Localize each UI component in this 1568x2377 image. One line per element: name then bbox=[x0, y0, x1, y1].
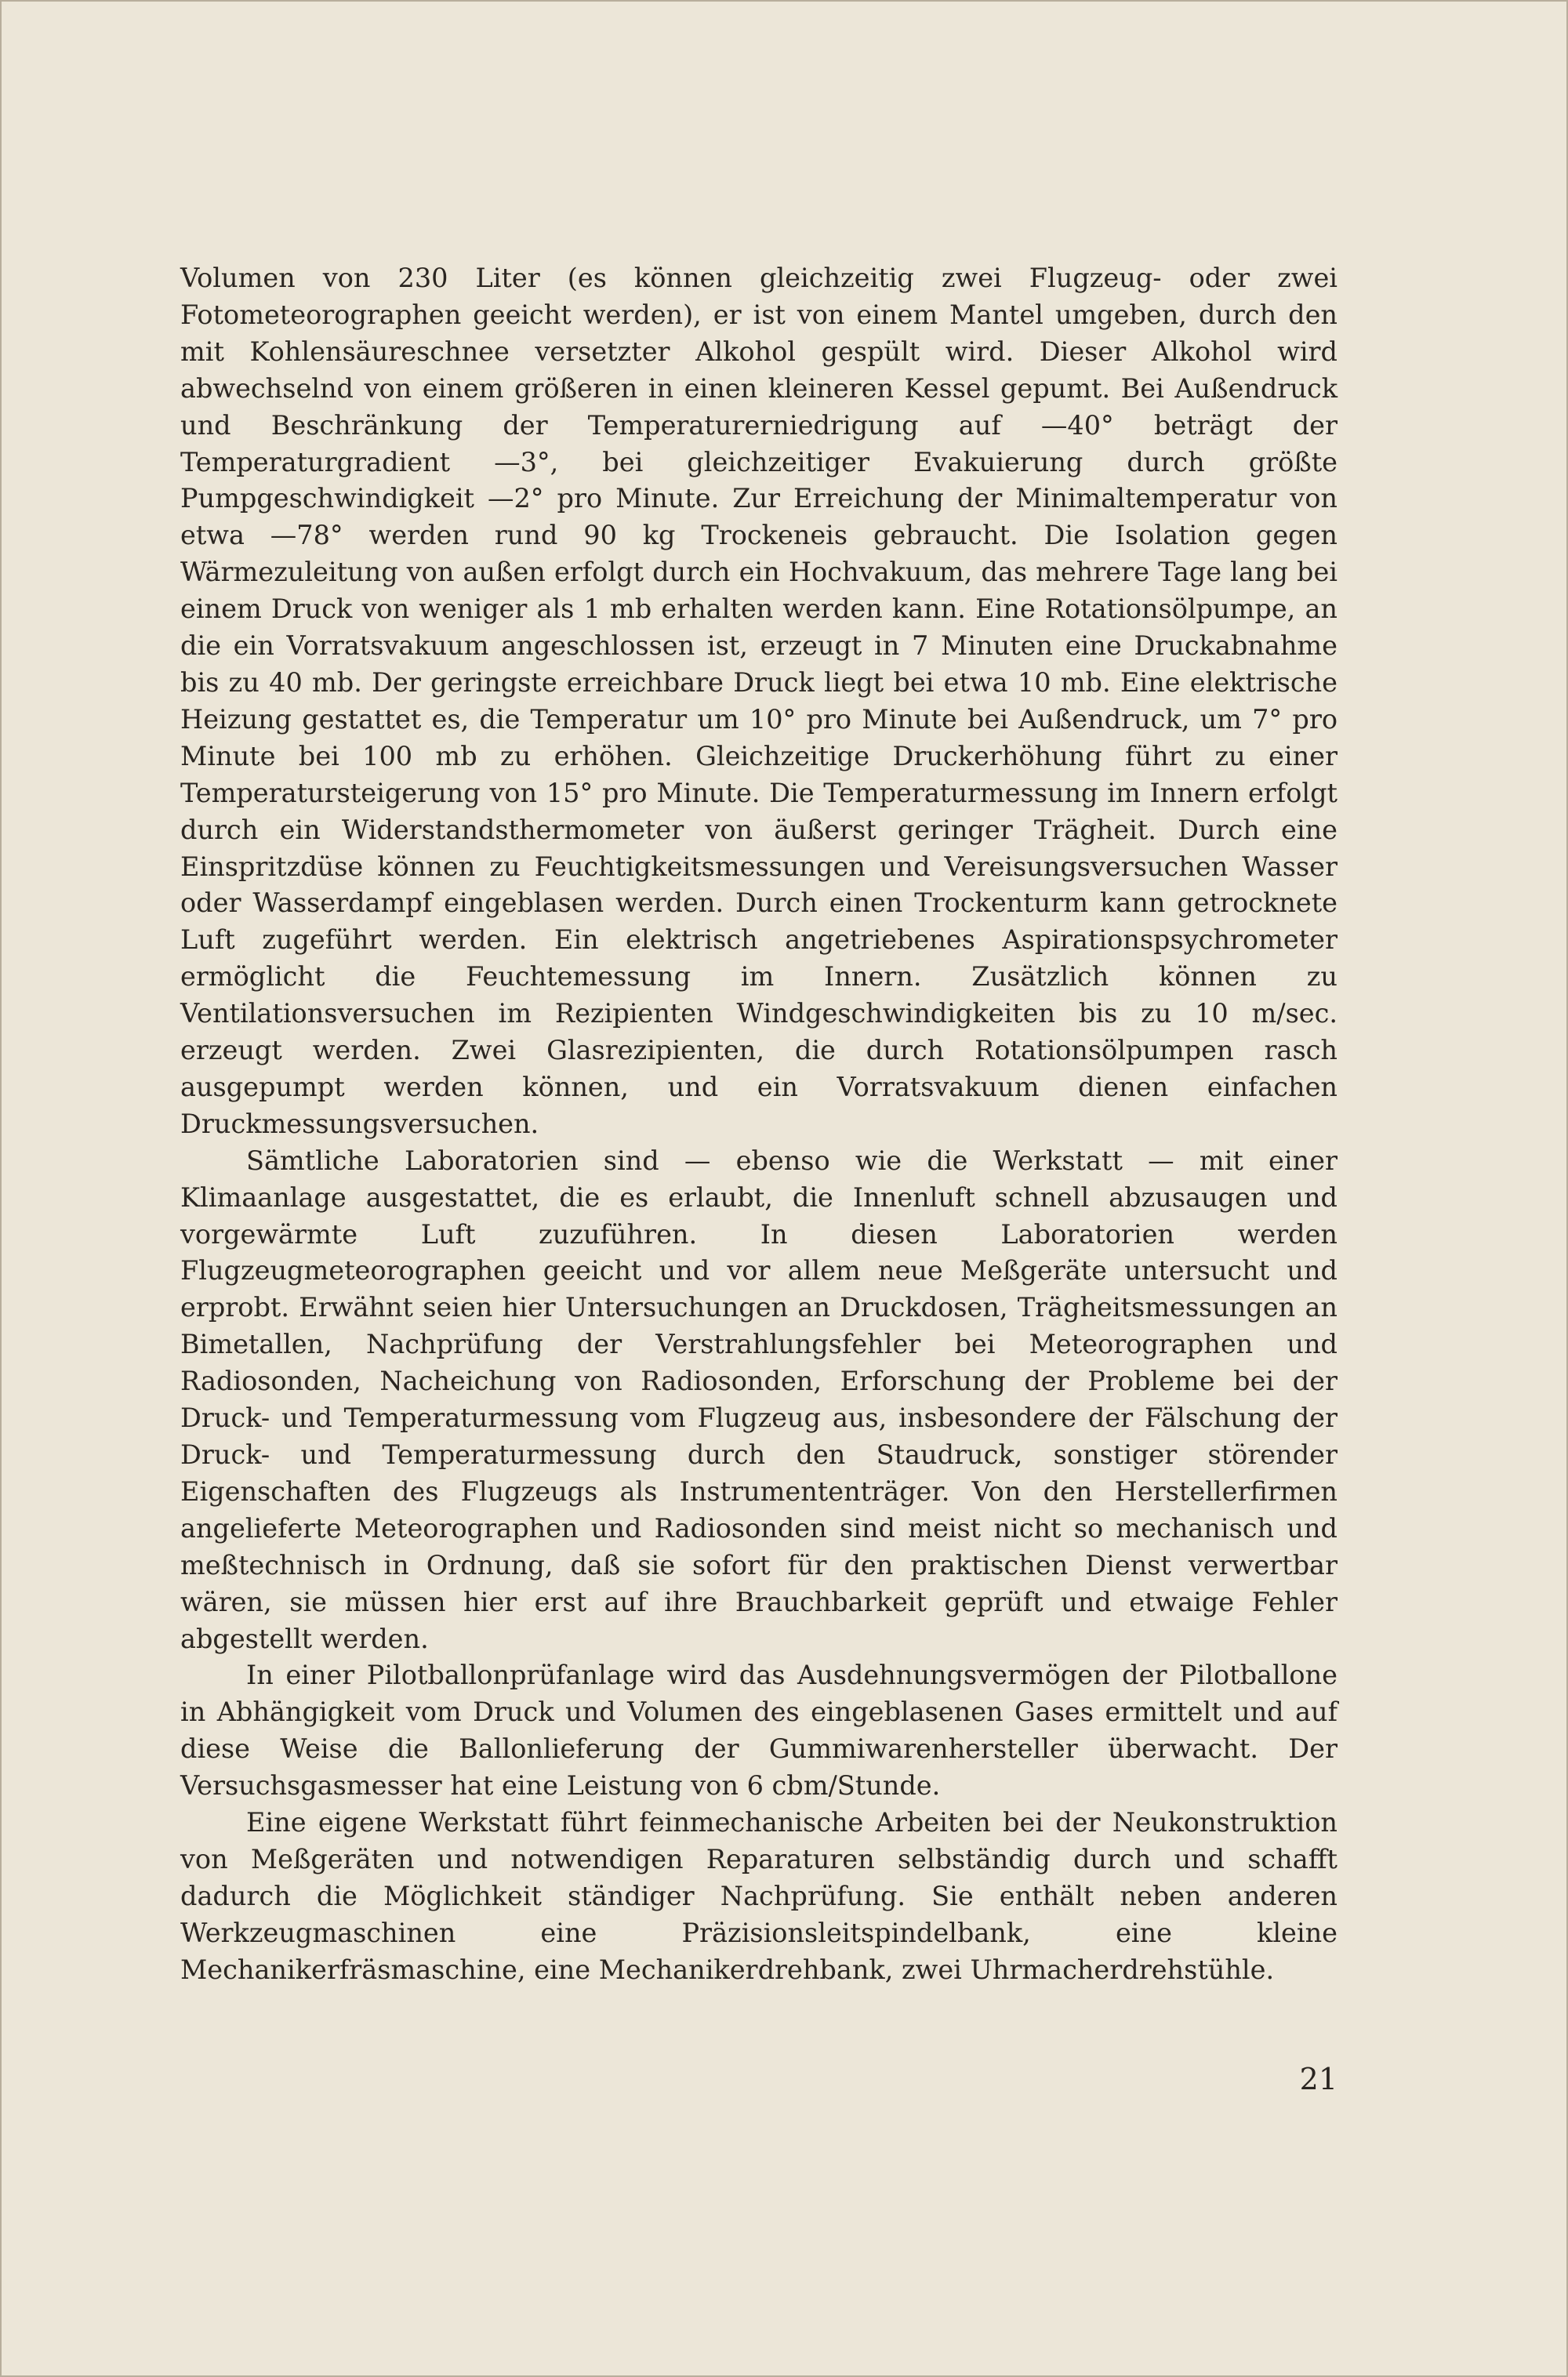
paragraph-1: Volumen von 230 Liter (es können gleichzeitig zwei Flugzeug- oder zwei Fotometeorographen geeicht werden), er ist von einem Mantel umgeben, durch den mit Kohlensäureschnee versetzter Alkohol gespült wird. Dieser Alkohol wird abwechselnd von einem größeren in einen kleineren Kessel gepumt. Bei Außendruck und Beschränkung der Temperaturerniedrigung auf —40° beträgt der Temperaturgradient —3°, bei gleichzeitiger Evakuierung durch größte Pumpgeschwindigkeit —2° pro Minute. Zur Erreichung der Minimaltemperatur von etwa —78° werden rund 90 kg Trockeneis gebraucht. Die Isolation gegen Wärmezuleitung von außen erfolgt durch ein Hochvakuum, das mehrere Tage lang bei einem Druck von weniger als 1 mb erhalten werden kann. Eine Rotationsölpumpe, an die ein Vorratsvakuum angeschlossen ist, erzeugt in 7 Minuten eine Druckabnahme bis zu 40 mb. Der geringste erreichbare Druck liegt bei etwa 10 mb. Eine elektrische Heizung gestattet es, die Temperatur um 10° pro Minute bei Außendruck, um 7° pro Minute bei 100 mb zu erhöhen. Gleichzeitige Druckerhöhung führt zu einer Temperatursteigerung von 15° pro Minute. Die Temperaturmessung im Innern erfolgt durch ein Widerstandsthermometer von äußerst geringer Trägheit. Durch eine Einspritzdüse können zu Feuchtigkeitsmessungen und Vereisungsversuchen Wasser oder Wasserdampf eingeblasen werden. Durch einen Trockenturm kann getrocknete Luft zugeführt werden. Ein elektrisch angetriebenes Aspirationspsychrometer ermöglicht die Feuchtemessung im Innern. Zusätzlich können zu Ventilationsversuchen im Rezipienten Windgeschwindigkeiten bis zu 10 m/sec. erzeugt werden. Zwei Glasrezipienten, die durch Rotationsölpumpen rasch ausgepumpt werden können, und ein Vorratsvakuum dienen einfachen Druckmessungsversuchen. bbox=[180, 263, 1338, 1139]
page-number: 21 bbox=[1299, 2062, 1338, 2096]
paragraph-3: In einer Pilotballonprüfanlage wird das Ausdehnungsvermögen der Pilotballone in Abhängigkeit vom Druck und Volumen des eingeblasenen Gases ermittelt und auf diese Weise die Ballonlieferung der Gummiwarenhersteller überwacht. Der Versuchsgasmesser hat eine Leistung von 6 cbm/Stunde. bbox=[180, 1660, 1338, 1802]
paragraph-4: Eine eigene Werkstatt führt feinmechanische Arbeiten bei der Neukonstruktion von Meßgeräten und notwendigen Reparaturen selbständig durch und schafft dadurch die Möglichkeit ständiger Nachprüfung. Sie enthält neben anderen Werkzeugmaschinen eine Präzisionsleitspindelbank, eine kleine Mechanikerfräsmaschine, eine Mechanikerdrehbank, zwei Uhrmacherdrehstühle. bbox=[180, 1807, 1338, 1985]
body-text bbox=[180, 260, 1338, 1989]
paragraph-2: Sämtliche Laboratorien sind — ebenso wie die Werkstatt — mit einer Klimaanlage ausgestattet, die es erlaubt, die Innenluft schnell abzusaugen und vorgewärmte Luft zuzuführen. In diesen Laboratorien werden Flugzeugmeteorographen geeicht und vor allem neue Meßgeräte untersucht und erprobt. Erwähnt seien hier Untersuchungen an Druckdosen, Trägheitsmessungen an Bimetallen, Nachprüfung der Verstrahlungsfehler bei Meteorographen und Radiosonden, Nacheichung von Radiosonden, Erforschung der Probleme bei der Druck- und Temperaturmessung vom Flugzeug aus, insbesondere der Fälschung der Druck- und Temperaturmessung durch den Staudruck, sonstiger störender Eigenschaften des Flugzeugs als Instrumententräger. Von den Herstellerfirmen angelieferte Meteorographen und Radiosonden sind meist nicht so mechanisch und meßtechnisch in Ordnung, daß sie sofort für den praktischen Dienst verwertbar wären, sie müssen hier erst auf ihre Brauchbarkeit geprüft und etwaige Fehler abgestellt werden. bbox=[180, 1145, 1338, 1654]
